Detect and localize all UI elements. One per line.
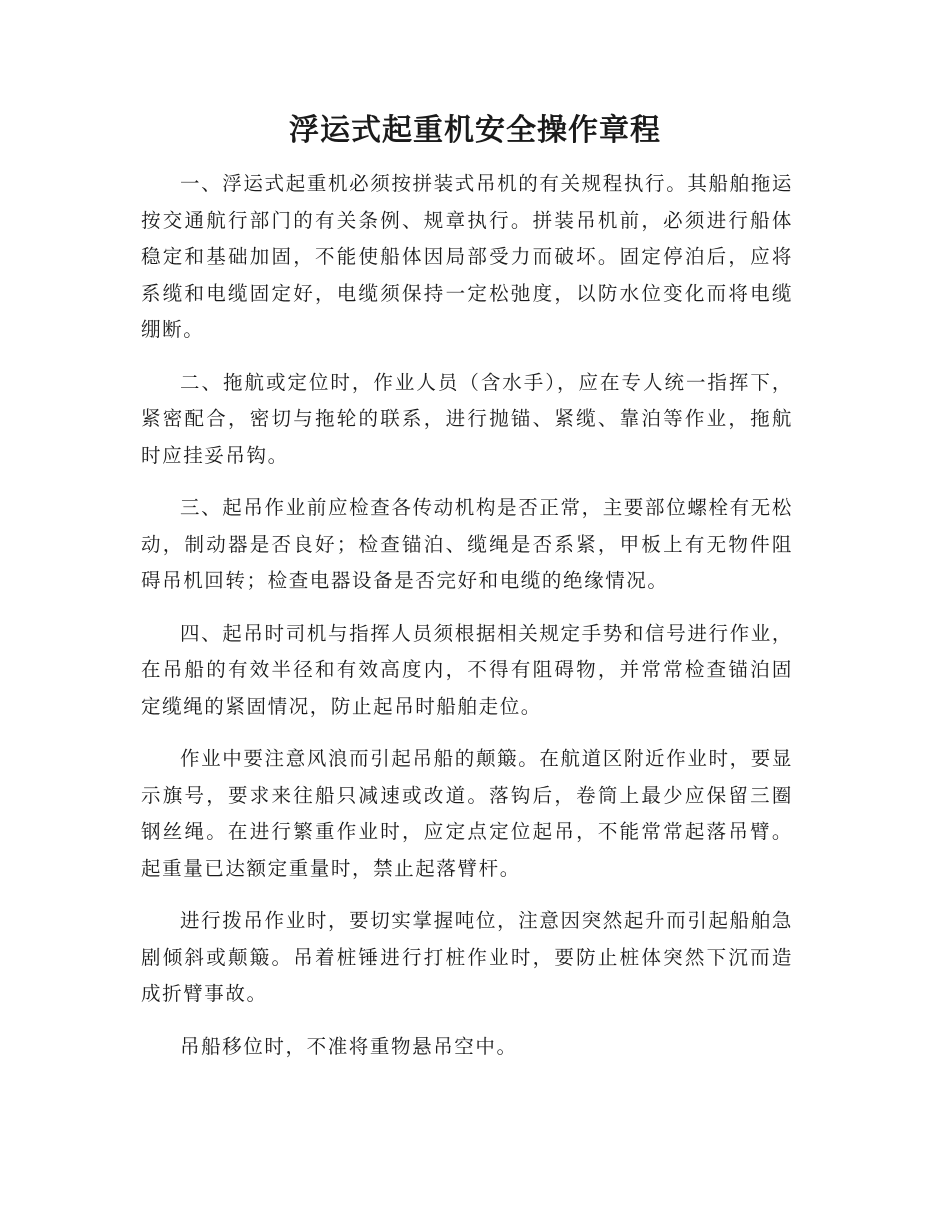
paragraph-3: 三、起吊作业前应检查各传动机构是否正常，主要部位螺栓有无松动，制动器是否良好；检查锚泊、缆绳是否系紧，甲板上有无物件阻碍吊机回转；检查电器设备是否完好和电缆的绝缘情况。 [141,496,793,592]
paragraph-1: 一、浮运式起重机必须按拼装式吊机的有关规程执行。其船舶拖运按交通航行部门的有关条例、规章执行。拼装吊机前，必须进行船体稳定和基础加固，不能使船体因局部受力而破坏。固定停泊后，应将系缆和电缆固定好，电缆须保持一定松弛度，以防水位变化而将电缆绷断。 [141,172,793,341]
paragraph-5: 作业中要注意风浪而引起吊船的颠簸。在航道区附近作业时，要显示旗号，要求来往船只减速或改道。落钩后，卷筒上最少应保留三圈钢丝绳。在进行繁重作业时，应定点定位起吊，不能常常起落吊臂。起重量已达额定重量时，禁止起落臂杆。 [141,747,793,880]
paragraph-2: 二、拖航或定位时，作业人员（含水手），应在专人统一指挥下，紧密配合，密切与拖轮的联系，进行抛锚、紧缆、靠泊等作业，拖航时应挂妥吊钩。 [141,370,793,467]
document-title: 浮运式起重机安全操作章程 [289,113,661,148]
paragraph-6: 进行拨吊作业时，要切实掌握吨位，注意因突然起升而引起船舶急剧倾斜或颠簸。吊着桩锤进行打桩作业时，要防止桩体突然下沉而造成折臂事故。 [141,909,793,1005]
paragraph-4: 四、起吊时司机与指挥人员须根据相关规定手势和信号进行作业，在吊船的有效半径和有效高度内，不得有阻碍物，并常常检查锚泊固定缆绳的紧固情况，防止起吊时船舶走位。 [141,621,793,718]
document-body [141,166,793,1081]
paragraph-7: 吊船移位时，不准将重物悬吊空中。 [180,1034,518,1058]
